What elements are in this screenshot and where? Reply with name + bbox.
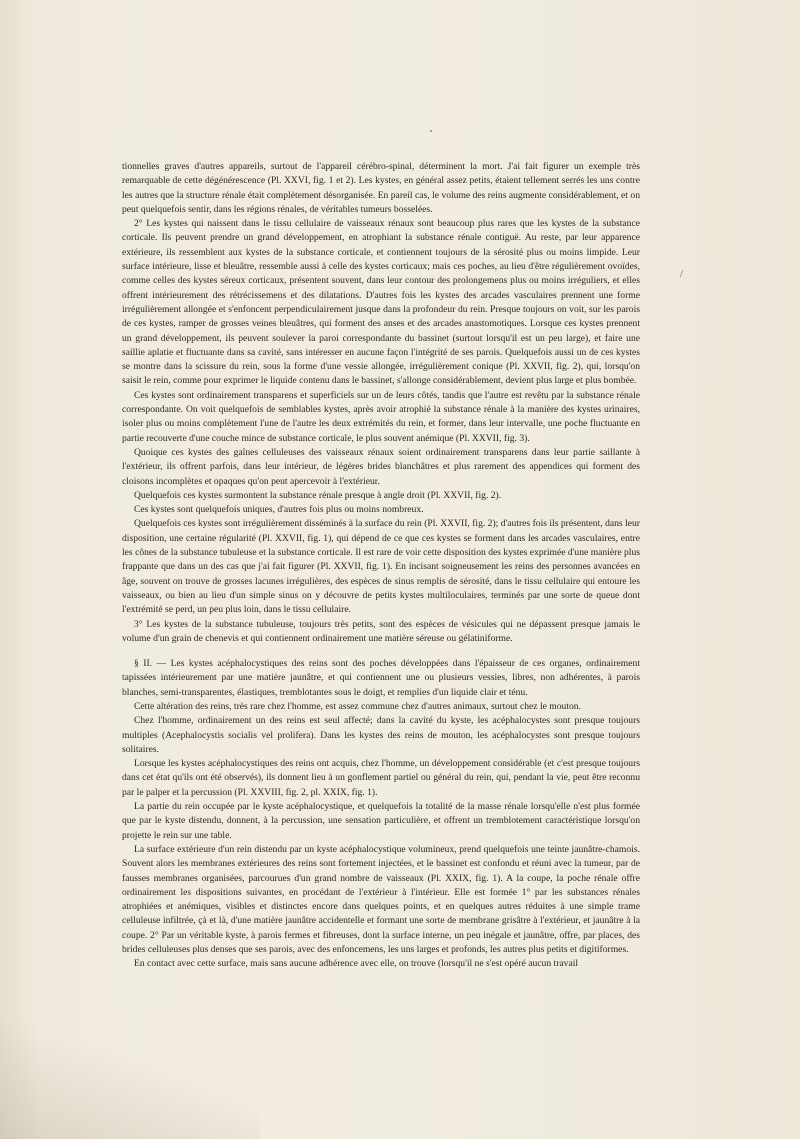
paragraph: Ces kystes sont quelquefois uniques, d'autres fois plus ou moins nombreux. — [134, 504, 424, 516]
page-shadow — [0, 1019, 260, 1139]
paragraph: tionnelles graves d'autres appareils, surtout de l'appareil cérébro-spinal, déterminent la mort. J'ai fait figurer un exemple très remarquable de cette dégénérescence (Pl. XXVI, fig. 1 et 2). Les kystes, en général assez petits, étaient tellement serrés les uns contre les autres que la structure rénale était complètement désorganisée. En pareil cas, le volume des reins augmente considérablement, et on peut quelquefois sentir, dans les régions rénales, de véritables tumeurs bosselées. — [122, 161, 640, 215]
body-text — [122, 160, 640, 972]
paragraph: La partie du rein occupée par le kyste acéphalocystique, et quelquefois la totalité de la masse rénale lorsqu'elle n'est plus formée que par le kyste distendu, donnent, à la percussion, une sensation particulière, et offrent un tremblotement caractéristique lorsqu'on projette le rein sur une table. — [122, 801, 640, 841]
paragraph: Chez l'homme, ordinairement un des reins est seul affecté; dans la cavité du kyste, les acéphalocystes sont presque toujours multiples (Acephalocystis socialis vel prolifera). Dans les kystes des reins de mouton, les acéphalocystes sont presque toujours solitaires. — [122, 715, 640, 755]
paragraph: Quoique ces kystes des gaînes celluleuses des vaisseaux rénaux soient ordinairement transparens dans leur partie saillante à l'extérieur, ils offrent parfois, dans leur intérieur, de légères brides blanchâtres et plus rarement des appendices qui forment des cloisons incomplètes et opaques qu'on peut apercevoir à l'extérieur. — [122, 446, 640, 487]
margin-mark: / — [680, 268, 684, 280]
paper-speck — [430, 130, 432, 132]
paragraph: En contact avec cette surface, mais sans aucune adhérence avec elle, on trouve (lorsqu'il ne s'est opéré aucun travail — [134, 958, 579, 970]
paragraph: Cette altération des reins, très rare chez l'homme, est assez commune chez d'autres animaux, surtout chez le mouton. — [134, 700, 582, 712]
paragraph: 3° Les kystes de la substance tubuleuse, toujours très petits, sont des espèces de vésicules qui ne dépassent presque jamais le volume d'un grain de chenevis et qui contiennent ordinairement une matière séreuse ou gélatiniforme. — [122, 618, 640, 644]
section-heading-paragraph: § II. — Les kystes acéphalocystiques des reins sont des poches développées dans l'épaisseur de ces organes, ordinairement tapissées intérieurement par une matière jaunâtre, et qui contiennent une ou plusieurs vessies, libres, non adhérentes, à parois blanches, semi-transparentes, élastiques, tremblotantes sous le doigt, et remplies d'un liquide clair et ténu. — [122, 658, 640, 698]
paragraph: Lorsque les kystes acéphalocystiques des reins ont acquis, chez l'homme, un développement considérable (et c'est presque toujours dans cet état qu'ils ont été observés), ils donnent lieu à un gonflement partiel ou général du rein, qui, pendant la vie, peut être reconnu par le palper et la percussion (Pl. XXVIII, fig. 2, pl. XXIX, fig. 1). — [122, 758, 640, 798]
paragraph: Quelquefois ces kystes sont irrégulièrement disséminés à la surface du rein (Pl. XXVII, fig. 2); d'autres fois ils présentent, dans leur disposition, une certaine régularité (Pl. XXVII, fig. 1), qui dépend de ce que ces kystes se forment dans les arcades vasculaires, entre les cônes de la substance tubuleuse et la substance corticale. Il est rare de voir cette disposition des kystes exprimée d'une manière plus frappante que dans un des cas que j'ai fait figurer (Pl. XXVII, fig. 1). En incisant soigneusement les reins des personnes avancées en âge, souvent on trouve de grosses lacunes irrégulières, des espèces de sinus remplis de sérosité, dans le tissu cellulaire qui entoure les vaisseaux, ou bien au lieu d'un simple sinus on y découvre de petits kystes multiloculaires, terminés par une sorte de queue dont l'extrémité se perd, un peu plus loin, dans le tissu cellulaire. — [122, 518, 640, 616]
paragraph: 2° Les kystes qui naissent dans le tissu cellulaire de vaisseaux rénaux sont beaucoup plus rares que les kystes de la substance corticale. Ils peuvent prendre un grand développement, en atrophiant la substance rénale contiguë. Au reste, par leur apparence extérieure, ils ressemblent aux kystes de la substance corticale, et contiennent toujours de la sérosité plus ou moins limpide. Leur surface intérieure, lisse et bleuâtre, ressemble aussi à celle des kystes corticaux; mais ces poches, au lieu d'être régulièrement ovoïdes, comme celles des kystes séreux corticaux, présentent souvent, dans leur contour des prolongemens plus ou moins irréguliers, et elles offrent intérieurement des rétrécissemens et des dilatations. D'autres fois les kystes des arcades vasculaires prennent une forme irrégulièrement allongée et s'enfoncent perpendiculairement jusque dans la profondeur du rein. Presque toujours on voit, sur les parois de ces kystes, ramper de grosses veines bleuâtres, qui forment des anses et des arcades anastomotiques. Lorsque ces kystes prennent un grand développement, ils peuvent soulever la paroi correspondante du bassinet (surtout lorsqu'il est un peu large), et faire une saillie aplatie et fluctuante dans sa cavité, sans intéresser en aucune façon l'intégrité de ses parois. Quelquefois aussi un de ces kystes se montre dans la scissure du rein, sous la forme d'une vessie allongée, irrégulièrement conique (Pl. XXVII, fig. 2), qui, lorsqu'on saisit le rein, comme pour exprimer le liquide contenu dans le bassinet, s'allonge considérablement, devient plus large et plus bombée. — [122, 218, 640, 387]
paragraph: La surface extérieure d'un rein distendu par un kyste acéphalocystique volumineux, prend quelquefois une teinte jaunâtre-chamois. Souvent alors les membranes extérieures des reins sont fortement injectées, et le bassinet est confondu et réuni avec la tumeur, par de fausses membranes organisées, parcourues d'un grand nombre de vaisseaux (Pl. XXIX, fig. 1). A la coupe, la poche rénale offre ordinairement les dispositions suivantes, en procédant de l'extérieur à l'intérieur. Elle est formée 1° par les substances rénales atrophiées et anémiques, visibles et distinctes encore dans quelques points, et en quelques autres réduites à une simple trame celluleuse infiltrée, çà et là, d'une matière jaunâtre accidentelle et formant une sorte de membrane grisâtre à l'extérieur, et jaunâtre à la coupe. 2° Par un véritable kyste, à parois fermes et fibreuses, dont la surface interne, un peu inégale et jaunâtre, offre, par places, des brides celluleuses plus denses que ses parois, avec des enfoncemens, les uns larges et profonds, les autres plus petits et digitiformes. — [122, 843, 640, 956]
paragraph: Ces kystes sont ordinairement transparens et superficiels sur un de leurs côtés, tandis que l'autre est revêtu par la substance rénale correspondante. On voit quelquefois de semblables kystes, après avoir atrophié la substance rénale à la manière des kystes urinaires, isoler plus ou moins complètement l'une de l'autre les deux extrémités du rein, et former, dans leur intervalle, une poche fluctuante en partie recouverte d'une couche mince de substance corticale, le plus souvent anémique (Pl. XXVII, fig. 3). — [122, 389, 640, 444]
paragraph: Quelquefois ces kystes surmontent la substance rénale presque à angle droit (Pl. XXVII, fig. 2). — [134, 489, 502, 501]
